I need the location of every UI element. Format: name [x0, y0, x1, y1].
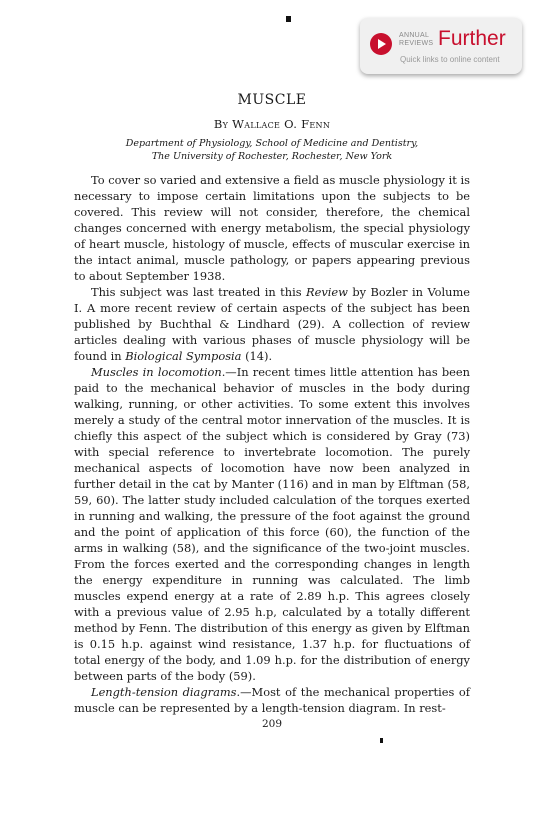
banner-subtitle: Quick links to online content — [400, 55, 500, 64]
registration-mark-top — [286, 16, 291, 22]
annual-reviews-brand — [399, 32, 433, 48]
paragraph-length-tension — [74, 684, 470, 716]
journal-title-italic: Biological Symposia — [125, 349, 242, 363]
paragraph-locomotion — [74, 364, 470, 684]
play-arrow-icon — [370, 33, 392, 55]
affiliation-line-1: Department of Physiology, School of Medicine and Dentistry, — [125, 138, 419, 149]
article-body — [74, 172, 470, 716]
page-number: 209 — [261, 718, 283, 730]
banner-title: Further — [438, 27, 506, 50]
paragraph-text: This subject was last treated in this — [91, 285, 307, 299]
section-heading-length-tension: Length-tension diagrams — [91, 685, 237, 699]
paragraph-text: .—Most of the mechanical properties of muscle can be represented by a length-tension diagram. In rest- — [74, 685, 470, 715]
registration-mark-bottom — [380, 738, 383, 743]
paragraph-previous-reviews — [74, 284, 470, 364]
brand-line-1: ANNUAL — [399, 32, 430, 39]
affiliation-line-2: The University of Rochester, Rochester, New York — [151, 151, 393, 162]
section-heading-locomotion: Muscles in locomotion — [91, 365, 222, 379]
article-title: MUSCLE — [237, 92, 307, 108]
paragraph-text: .—In recent times little attention has been paid to the mechanical behavior of muscles in the body during walking, running, or other activities. To some extent this involves merely a study of the central motor innervation of the muscles. It is chiefly this aspect of the subject which is considered by Gray (73) with special reference to invertebrate locomotion. The purely mechanical aspects of locomotion have now been analyzed in further detail in the cat by Manter (116) and in man by Elftman (58, 59, 60). The latter study included calculation of the torques exerted in running and walking, the pressure of the foot against the ground and the point of application of this force (60), the function of the arms in walking (58), and the significance of the two-joint muscles. From the forces exerted and the corresponding changes in length the energy expenditure in running was calculated. The limb muscles expend energy at a rate of 2.89 h.p. This agrees closely with a previous value of 2.95 h.p, calculated by a totally different method by Fenn. The distribution of this energy as given by Elftman is 0.15 h.p. against wind resistance, 1.37 h.p. for fluctuations of total energy of the body, and 1.09 h.p. for the distribution of energy between parts of the body (59). — [74, 365, 470, 683]
paragraph-text: by Bozler in Volume I. A more recent review of certain aspects of the subject has been published by Buchthal & Lindhard (29). A collection of review articles dealing with various phases of muscle physiology will be found in — [74, 285, 470, 363]
article-author: By Wallace O. Fenn — [213, 117, 331, 131]
journal-title-italic: Review — [306, 285, 348, 299]
paragraph-text: (14). — [241, 349, 273, 363]
further-links-banner[interactable] — [360, 18, 522, 74]
author-affiliation — [0, 137, 544, 163]
paragraph-intro: To cover so varied and extensive a field as muscle physiology it is necessary to impose certain limitations upon the subjects to be covered. This review will not consider, therefore, the chemical changes concerned with energy metabolism, the special physiology of heart muscle, histology of muscle, effects of muscular exercise in the intact animal, muscle pathology, or papers appearing previous to about September 1938. — [74, 173, 470, 283]
brand-line-2: REVIEWS — [399, 40, 434, 47]
